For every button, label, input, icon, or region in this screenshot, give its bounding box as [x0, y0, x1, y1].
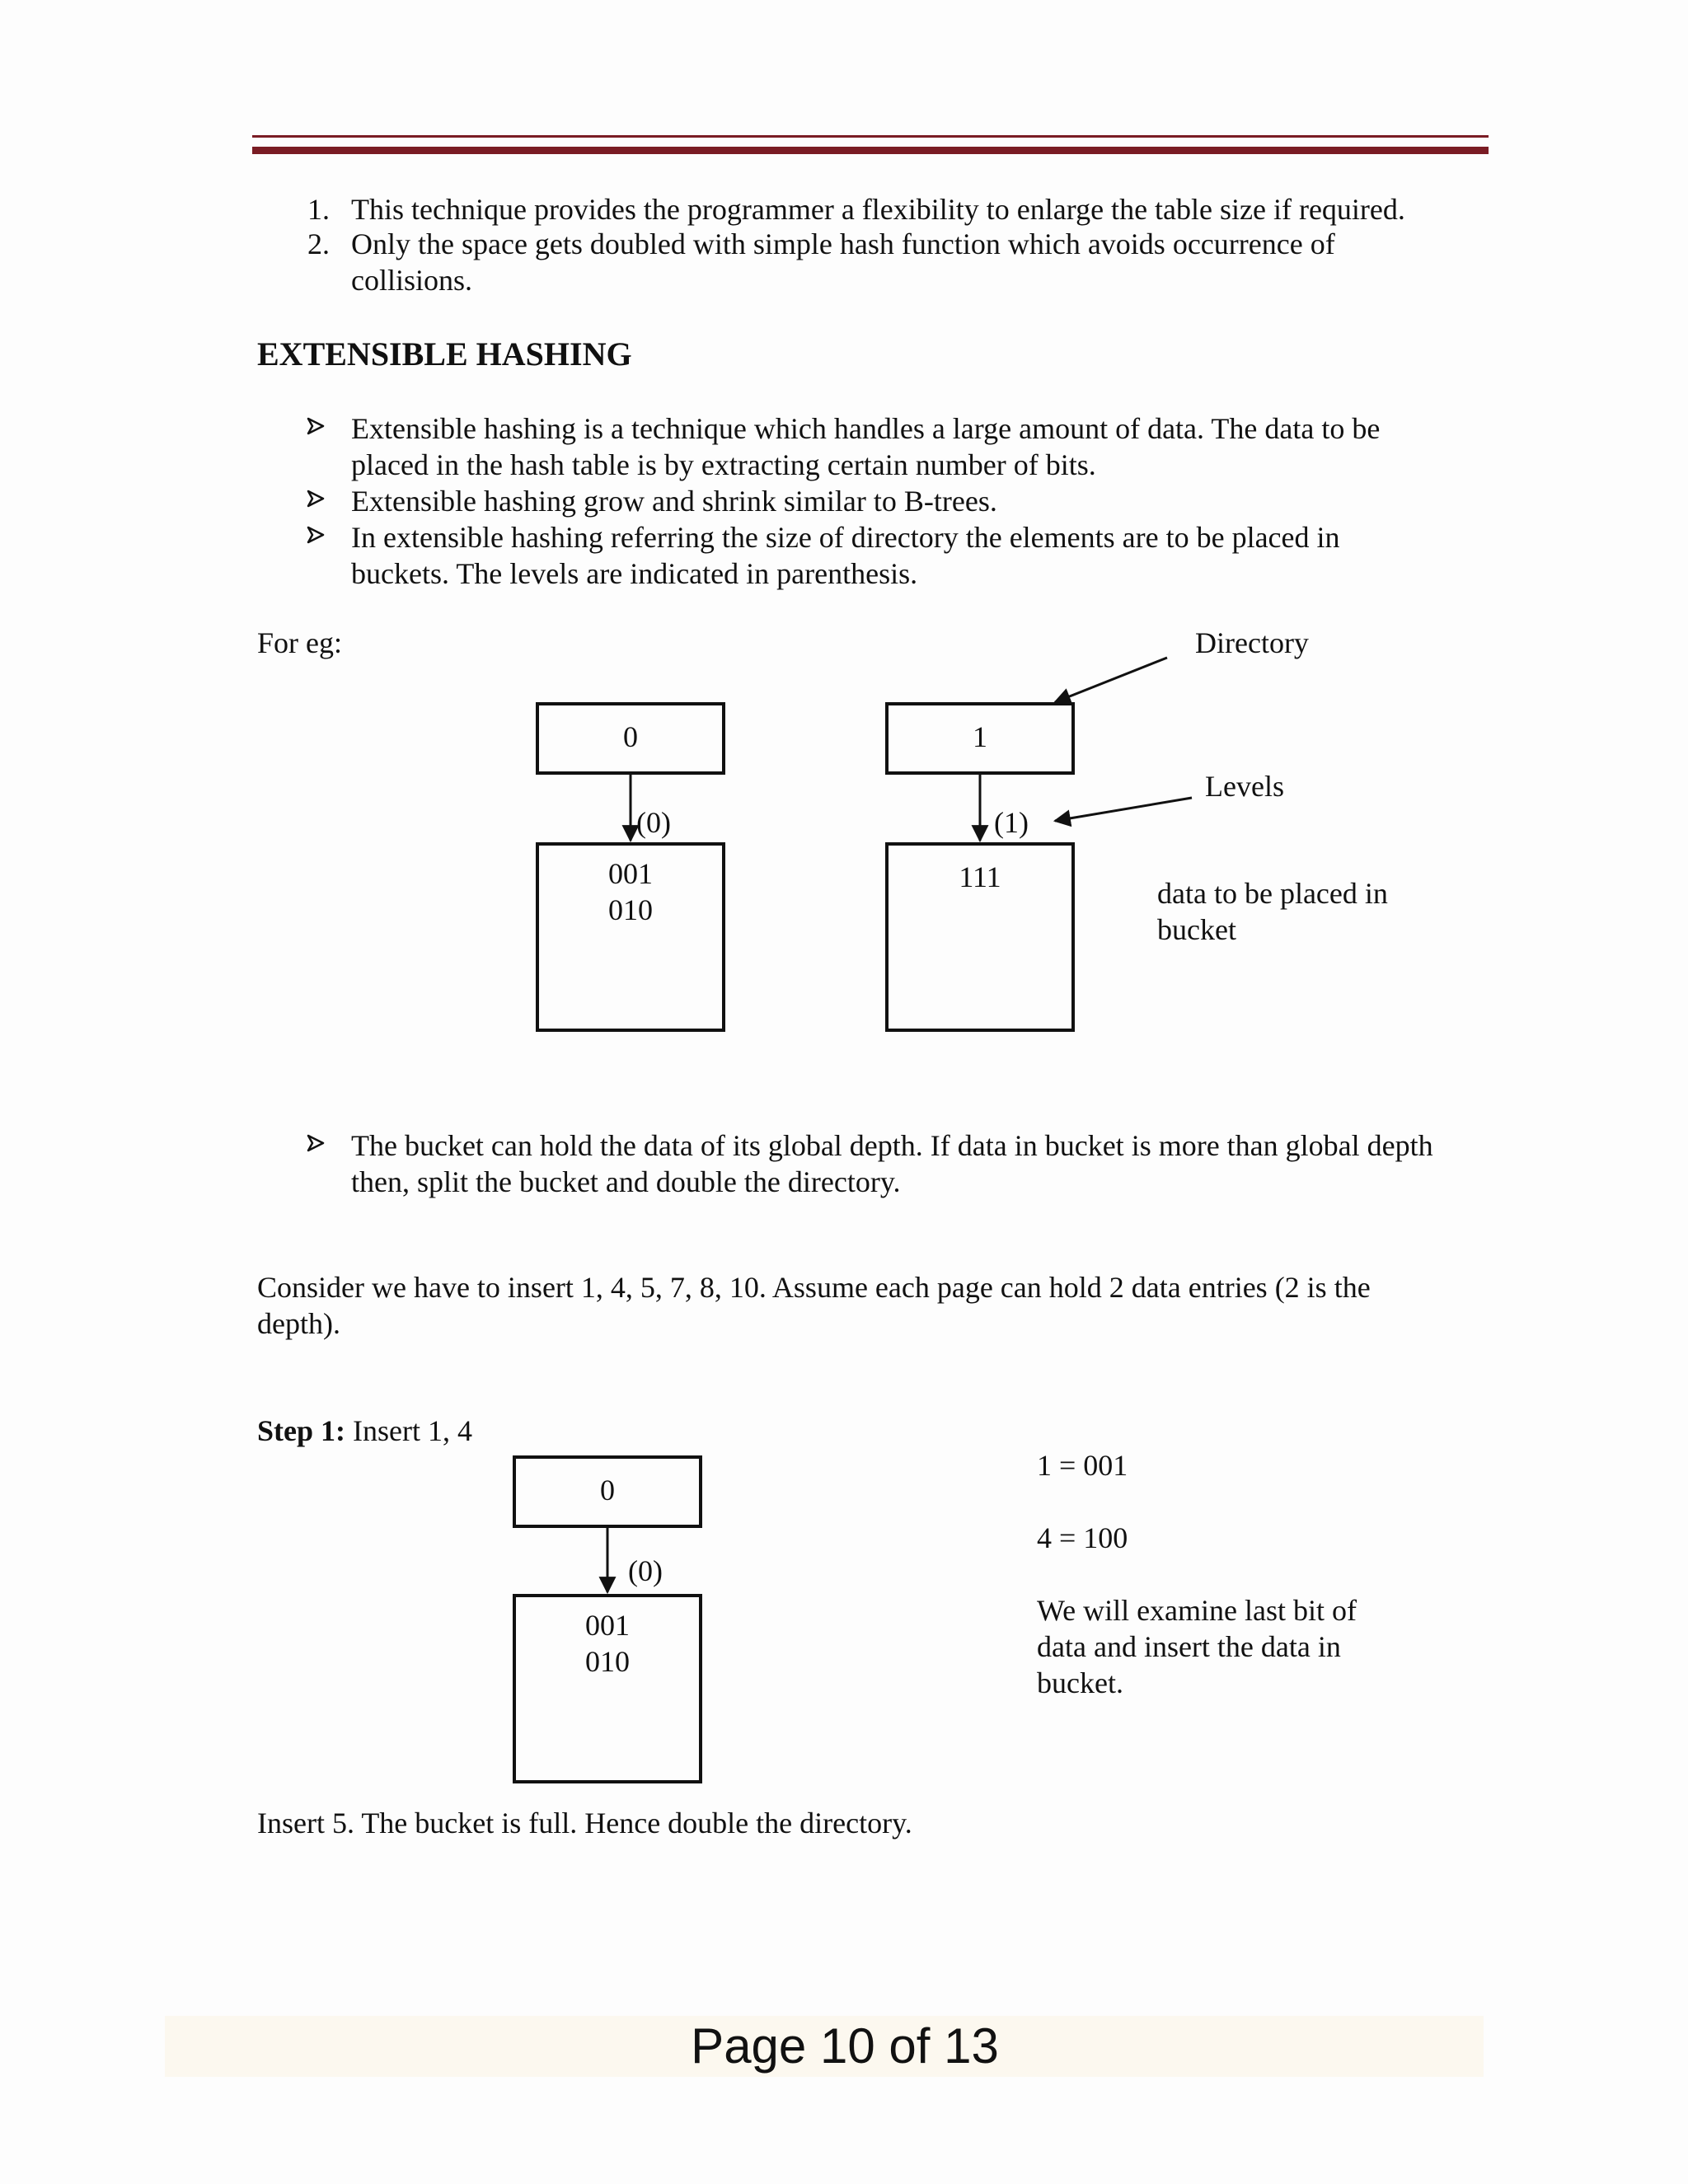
step1-bucket-entry-1: 001	[585, 1609, 630, 1642]
step1-note-2: 4 = 100	[1037, 1521, 1128, 1554]
list-number-2: 2.	[307, 227, 330, 260]
directory-value-0: 0	[623, 720, 638, 753]
levels-label: Levels	[1205, 770, 1284, 803]
bullet-item-2: Extensible hashing grow and shrink similar to B-trees.	[351, 485, 997, 518]
bucket-0-entry-2: 010	[608, 893, 653, 926]
insert5-text: Insert 5. The bucket is full. Hence double the directory.	[257, 1807, 912, 1840]
for-eg-label: For eg:	[257, 626, 342, 659]
directory-label: Directory	[1195, 626, 1309, 659]
arrow-levels-pointer	[1055, 798, 1192, 821]
bucket-1-entry-1: 111	[959, 860, 1001, 893]
step1-heading	[257, 1413, 472, 1449]
level-label-0: (0)	[636, 806, 671, 839]
step1-level-label: (0)	[628, 1554, 663, 1587]
arrow-bullet-icon	[307, 1134, 325, 1152]
bullet-item-3: In extensible hashing referring the size of directory the elements are to be placed in buckets. The levels are indicated in parenthesis.	[351, 521, 1340, 590]
step1-directory-value: 0	[600, 1474, 615, 1507]
data-bucket-label: data to be placed in bucket	[1157, 877, 1388, 946]
level-label-1: (1)	[994, 806, 1029, 839]
step1-text: Insert 1, 4	[345, 1414, 472, 1447]
step1-note-1: 1 = 001	[1037, 1449, 1128, 1482]
step1-note-3: We will examine last bit of data and insert the data in bucket.	[1037, 1594, 1357, 1699]
list-item-1: This technique provides the programmer a flexibility to enlarge the table size if required.	[351, 193, 1405, 226]
step1-bucket-entry-2: 010	[585, 1645, 630, 1678]
bullet-split-text: The bucket can hold the data of its global depth. If data in bucket is more than global depth then, split the bucket and double the directory.	[351, 1129, 1433, 1198]
list-item-2: Only the space gets doubled with simple hash function which avoids occurrence of collisions.	[351, 227, 1335, 297]
arrow-directory-pointer	[1055, 658, 1167, 702]
directory-value-1: 1	[973, 720, 987, 753]
step1-label: Step 1:	[257, 1414, 345, 1447]
page-number: Page 10 of 13	[691, 2018, 999, 2074]
section-heading: EXTENSIBLE HASHING	[257, 335, 632, 373]
list-number-1: 1.	[307, 193, 330, 226]
bucket-0-entry-1: 001	[608, 857, 653, 890]
consider-paragraph: Consider we have to insert 1, 4, 5, 7, 8, 10. Assume each page can hold 2 data entries (2 is the depth).	[257, 1271, 1371, 1340]
bullet-item-1: Extensible hashing is a technique which handles a large amount of data. The data to be placed in the hash table is by extracting certain number of bits.	[351, 412, 1381, 481]
